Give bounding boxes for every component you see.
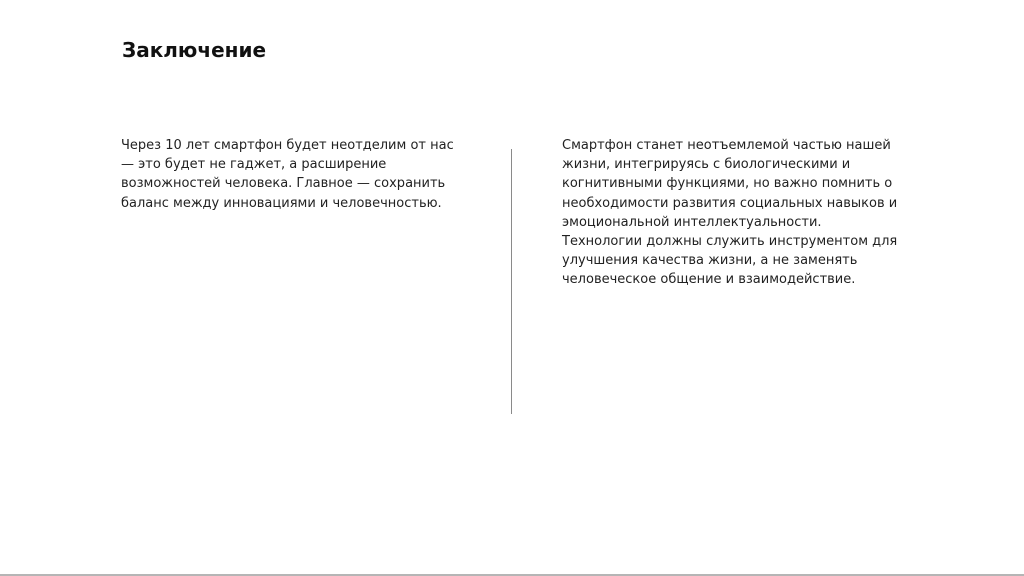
column-divider [511,149,512,414]
slide-title: Заключение [122,38,267,62]
right-column-text: Смартфон станет неотъемлемой частью нашей жизни, интегрируясь с биологическими и когнитивными функциями, но важно помнить о необходимости развития социальных навыков и эмоциональной интеллектуальности. Технологии должны служить инструментом для улучшения качества жизни, а не заменять человеческое общение и взаимодействие. [562,138,898,288]
left-column-text: Через 10 лет смартфон будет неотделим от нас — это будет не гаджет, а расширение возможностей человека. Главное — сохранить баланс между инновациями и человечностью. [121,138,454,211]
